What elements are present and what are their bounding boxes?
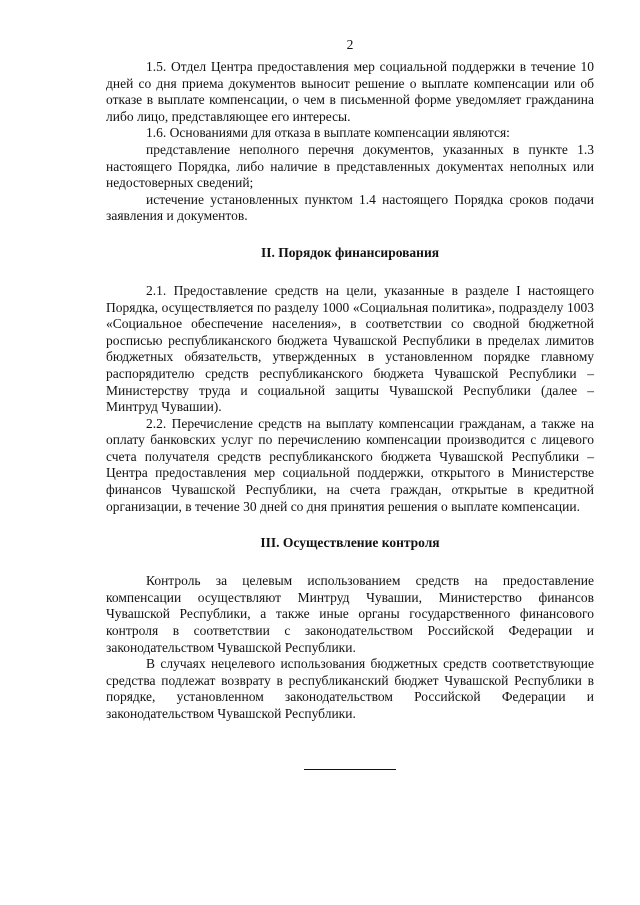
paragraph-refusal-ground-1: представление неполного перечня документов, указанных в пункте 1.3 настоящего Порядка, либо наличие в представленных документах неполных или недостоверных сведений; xyxy=(106,141,594,191)
paragraph-refusal-ground-2: истечение установленных пунктом 1.4 настоящего Порядка сроков подачи заявления и документов. xyxy=(106,191,594,224)
document-page xyxy=(106,36,594,770)
end-divider-line xyxy=(304,769,396,770)
paragraph-1-6: 1.6. Основаниями для отказа в выплате компенсации являются: xyxy=(146,125,510,141)
paragraph-control-2: В случаях нецелевого использования бюджетных средств соответствующие средства подлежат возврату в республиканский бюджет Чувашской Республики в порядке, установленном законодательством Российской Федерации и законодательством Чувашской Республики. xyxy=(106,656,594,721)
page-number: 2 xyxy=(346,37,354,52)
paragraph-1-5: 1.5. Отдел Центра предоставления мер социальной поддержки в течение 10 дней со дня приема документов выносит решение о выплате компенсации или об отказе в выплате компенсации, о чем в письменной форме уведомляет гражданина либо лицо, представляющее его интересы. xyxy=(106,59,594,124)
section-heading-control: III. Осуществление контроля xyxy=(260,535,440,551)
paragraph-2-2: 2.2. Перечисление средств на выплату компенсации гражданам, а также на оплату банковских услуг по перечислению компенсации производится с лицевого счета получателя средств республиканского бюджета Чувашской Республики – Центра предоставления мер социальной поддержки, открытого в Министерстве финансов Чувашской Республики, на счета граждан, открытые в кредитной организации, в течение 30 дней со дня принятия решения о выплате компенсации. xyxy=(106,415,594,514)
section-heading-financing: II. Порядок финансирования xyxy=(260,244,440,260)
paragraph-2-1: 2.1. Предоставление средств на цели, указанные в разделе I настоящего Порядка, осуществляется по разделу 1000 «Социальная политика», подразделу 1003 «Социальное обеспечение населения», в соответствии со сводной бюджетной росписью республиканского бюджета Чувашской Республики в пределах лимитов бюджетных обязательств, утвержденных в установленном порядке главному распорядителю средств республиканского бюджета Чувашской Республики – Министерству труда и социальной защиты Чувашской Республики (далее – Минтруд Чувашии). xyxy=(106,282,594,415)
paragraph-control-1: Контроль за целевым использованием средств на предоставление компенсации осуществляют Минтруд Чувашии, Министерство финансов Чувашской Республики, а также иные органы государственного финансового контроля в соответствии с законодательством Российской Федерации и законодательством Чувашской Республики. xyxy=(106,573,594,655)
